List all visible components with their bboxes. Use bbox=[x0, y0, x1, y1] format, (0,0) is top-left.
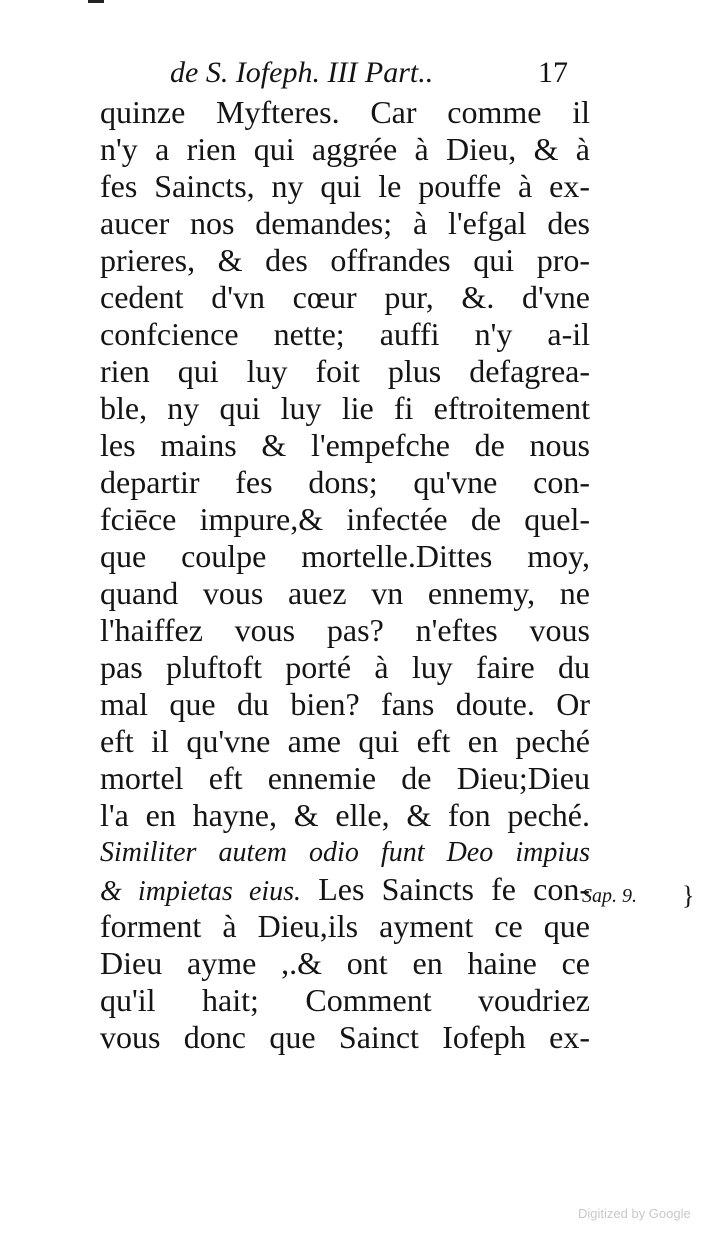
running-header bbox=[170, 56, 570, 90]
text-line: mal que du bien? fans doute. Or bbox=[100, 686, 590, 722]
text-line: quinze Myfteres. Car comme il bbox=[100, 94, 590, 130]
margin-reference: Sap. 9. bbox=[582, 885, 637, 907]
text-line: forment à Dieu,ils ayment ce que bbox=[100, 908, 590, 944]
text-line: Dieu ayme ,.& ont en haine ce bbox=[100, 945, 590, 981]
text-line: l'haiffez vous pas? n'eftes vous bbox=[100, 612, 590, 648]
watermark: Digitized by Google bbox=[578, 1206, 691, 1221]
text-line: n'y a rien qui aggrée à Dieu, & à bbox=[100, 131, 590, 167]
running-title: de S. Iofeph. III Part.. bbox=[170, 56, 434, 89]
text-line: prieres, & des offrandes qui pro- bbox=[100, 242, 590, 278]
text-line: les mains & l'empefche de nous bbox=[100, 427, 590, 463]
text-line: aucer nos demandes; à l'efgal des bbox=[100, 205, 590, 241]
latin-quote-line: Similiter autem odio funt Deo impius bbox=[100, 837, 590, 868]
margin-bracket: } bbox=[682, 881, 695, 910]
body-text bbox=[100, 94, 590, 1056]
text-line: vous donc que Sainct Iofeph ex- bbox=[100, 1019, 590, 1055]
text-line: quand vous auez vn ennemy, ne bbox=[100, 575, 590, 611]
text-line bbox=[100, 871, 590, 908]
text-line: fciēce impure,& infectée de quel- bbox=[100, 501, 590, 537]
text-line: ble, ny qui luy lie fi eftroitement bbox=[100, 390, 590, 426]
corner-ink-mark bbox=[88, 0, 104, 3]
text-line: l'a en hayne, & elle, & fon peché. bbox=[100, 797, 590, 833]
text-line: departir fes dons; qu'vne con- bbox=[100, 464, 590, 500]
text-line: que coulpe mortelle.Dittes moy, bbox=[100, 538, 590, 574]
page-number: 17 bbox=[538, 56, 568, 89]
text-line: eft il qu'vne ame qui eft en peché bbox=[100, 723, 590, 759]
latin-quote-end: & impietas eius. bbox=[100, 876, 302, 907]
text-line: pas pluftoft porté à luy faire du bbox=[100, 649, 590, 685]
text-line: mortel eft ennemie de Dieu;Dieu bbox=[100, 760, 590, 796]
text-line-continuation: Les Saincts fe con- bbox=[318, 871, 591, 907]
text-line: confcience nette; auffi n'y a-il bbox=[100, 316, 590, 352]
text-line: qu'il hait; Comment voudriez bbox=[100, 982, 590, 1018]
text-line: cedent d'vn cœur pur, &. d'vne bbox=[100, 279, 590, 315]
text-line: rien qui luy foit plus defagrea- bbox=[100, 353, 590, 389]
text-line: fes Saincts, ny qui le pouffe à ex- bbox=[100, 168, 590, 204]
